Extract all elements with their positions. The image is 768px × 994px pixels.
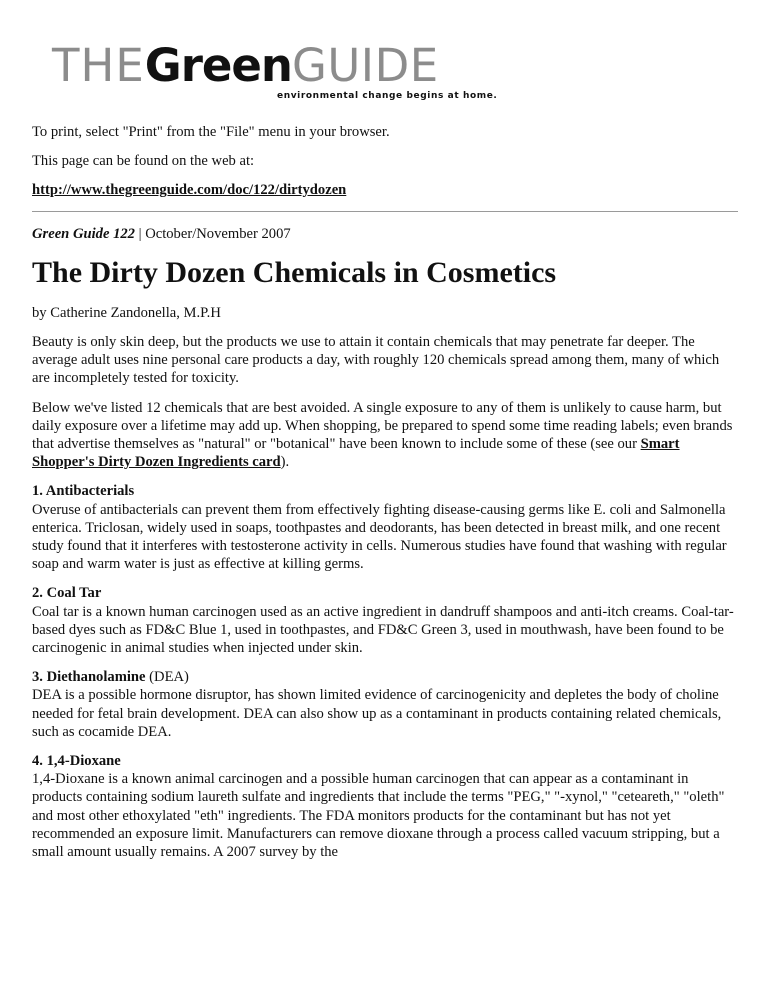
section-diethanolamine (32, 668, 738, 741)
header-divider (32, 211, 738, 212)
page-url-link[interactable]: http://www.thegreenguide.com/doc/122/dirtydozen (32, 182, 347, 199)
section-body: 1,4-Dioxane is a known animal carcinogen and a possible human carcinogen that can appear as a contaminant in products containing sodium laureth sulfate and ingredients that include the terms "PEG," "-xynol," "ceteareth," "oleth" and most other ethoxylated "eth" ingredients. The FDA monitors products for the contaminant but has not yet recommended an exposure limit. Manufacturers can remove dioxane through a process called vacuum stripping, but a small amount usually remains. A 2007 survey by the (32, 771, 725, 861)
section-body: Overuse of antibacterials can prevent them from effectively fighting disease-causing germs like E. coli and Salmonella enterica. Triclosan, widely used in soaps, toothpastes and deodorants, has been detected in breast milk, and one recent study found that it interferes with testosterone activity in cells. Numerous studies have found that washing with regular soap and warm water is just as effective at killing germs. (32, 501, 727, 573)
logo-wordmark (52, 38, 439, 94)
issue-line (32, 225, 738, 243)
article-intro: Beauty is only skin deep, but the products we use to attain it contain chemicals that may penetrate far deeper. The average adult uses nine personal care products a day, with roughly 120 chemicals spread among them, many of which are incompletely tested for toxicity. (32, 334, 720, 387)
article-paragraph-2 (32, 399, 738, 472)
section-heading: 1. Antibacterials (32, 483, 135, 500)
article-byline: by Catherine Zandonella, M.P.H (32, 304, 221, 321)
section-coal-tar (32, 584, 738, 657)
logo-guide: GUIDE (291, 39, 439, 92)
logo-green: Green (144, 39, 292, 92)
page-url-paragraph (32, 181, 738, 199)
green-guide-logo (52, 38, 498, 108)
issue-name: Green Guide 122 (32, 225, 135, 242)
section-antibacterials (32, 482, 738, 573)
section-body: Coal tar is a known human carcinogen used as an active ingredient in dandruff shampoos and anti-itch creams. Coal-tar-based dyes such as FD&C Blue 1, used in toothpastes, and FD&C Green 3, used in mouthwash, have been found to be carcinogenic in animal studies when injected under skin. (32, 603, 734, 657)
section-heading-suffix: (DEA) (145, 669, 189, 686)
print-page-content (32, 123, 738, 872)
issue-separator: | (134, 225, 146, 242)
section-heading: 3. Diethanolamine (32, 669, 146, 686)
found-on-web-text: This page can be found on the web at: (32, 153, 255, 170)
logo-the: THE (52, 39, 145, 92)
issue-date: October/November 2007 (145, 225, 291, 242)
section-heading: 4. 1,4-Dioxane (32, 753, 121, 770)
section-heading: 2. Coal Tar (32, 585, 102, 602)
section-body: DEA is a possible hormone disruptor, has shown limited evidence of carcinogenicity and depletes the body of choline needed for fetal brain development. DEA can also show up as a contaminant in products containing related chemicals, such as cocamide DEA. (32, 687, 722, 740)
paragraph-2-text: Below we've listed 12 chemicals that are best avoided. A single exposure to any of them is unlikely to cause harm, but daily exposure over a lifetime may add up. When shopping, be prepared to spend some time reading labels; even brands that advertise themselves as "natural" or "botanical" have been known to include some of these (see our (32, 399, 733, 453)
ingredients-card-link[interactable]: Smart Shopper's Dirty Dozen Ingredients card (32, 436, 680, 471)
section-dioxane (32, 752, 738, 861)
logo-tagline: environmental change begins at home. (277, 91, 498, 101)
article-title: The Dirty Dozen Chemicals in Cosmetics (32, 255, 557, 289)
print-instructions: To print, select "Print" from the "File" menu in your browser. (32, 124, 390, 140)
paragraph-2-end: ). (280, 454, 290, 471)
